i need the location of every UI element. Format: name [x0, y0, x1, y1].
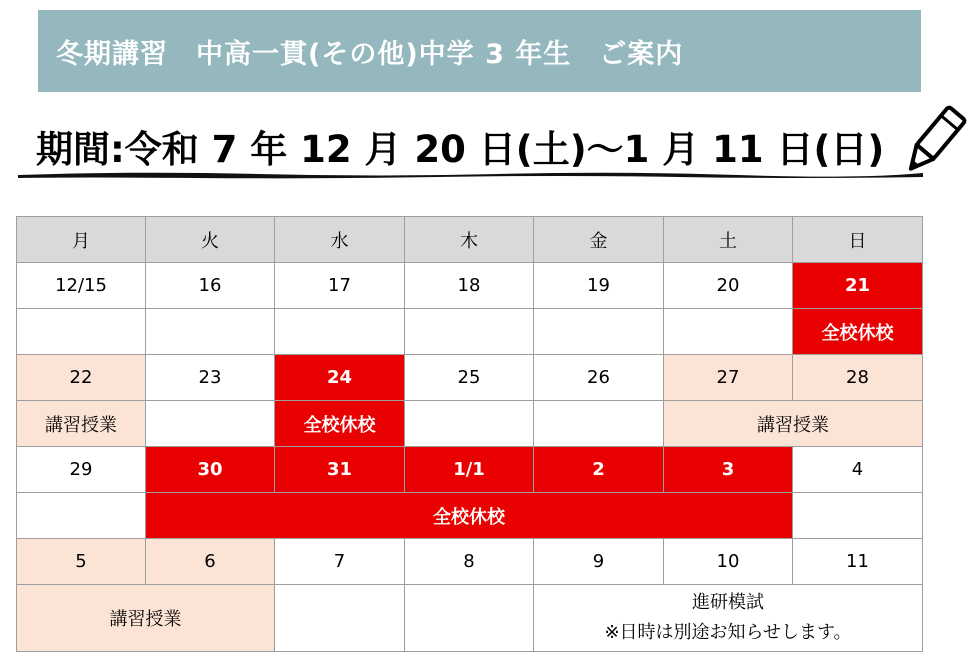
page-title: 冬期講習 中高一貫(その他)中学 3 年生 ご案内: [56, 38, 684, 70]
date-cell: 9: [534, 539, 664, 585]
date-cell: 21: [793, 263, 923, 309]
lesson-event: 講習授業: [664, 401, 923, 447]
weekday-sun: 日: [793, 217, 923, 263]
weekday-sat: 土: [664, 217, 793, 263]
date-cell: 22: [17, 355, 146, 401]
event-cell-empty: [275, 585, 405, 652]
date-row: [17, 447, 923, 493]
lesson-event: 講習授業: [17, 401, 146, 447]
date-cell: 7: [275, 539, 405, 585]
event-row: [17, 309, 923, 355]
weekday-mon: 月: [17, 217, 146, 263]
event-cell-empty: [534, 309, 664, 355]
period-heading: 期間:令和 7 年 12 月 20 日(土)～1 月 11 日(日): [36, 128, 885, 171]
event-cell-empty: [17, 493, 146, 539]
event-cell-empty: [405, 585, 534, 652]
date-cell: 3: [664, 447, 793, 493]
date-row: [17, 263, 923, 309]
event-cell-empty: [17, 309, 146, 355]
date-cell: 8: [405, 539, 534, 585]
title-banner: [38, 10, 921, 92]
closed-event: 全校休校: [275, 401, 405, 447]
date-cell: 5: [17, 539, 146, 585]
weekday-thu: 木: [405, 217, 534, 263]
date-cell: 26: [534, 355, 664, 401]
weekday-tue: 火: [146, 217, 275, 263]
mock-exam-title: 進研模試: [692, 592, 764, 613]
event-cell-empty: [146, 401, 275, 447]
closed-event: 全校休校: [146, 493, 793, 539]
date-cell: 12/15: [17, 263, 146, 309]
brush-underline: [18, 170, 923, 179]
date-cell: 20: [664, 263, 793, 309]
lesson-event: 講習授業: [17, 585, 275, 652]
date-cell: 17: [275, 263, 405, 309]
schedule-calendar: [16, 216, 923, 652]
date-cell: 31: [275, 447, 405, 493]
date-cell: 1/1: [405, 447, 534, 493]
date-cell: 11: [793, 539, 923, 585]
mock-exam-note: ※日時は別途お知らせします。: [604, 622, 852, 643]
date-cell: 18: [405, 263, 534, 309]
event-cell-empty: [146, 309, 275, 355]
date-cell: 4: [793, 447, 923, 493]
date-row: [17, 355, 923, 401]
event-cell-empty: [534, 401, 664, 447]
weekday-fri: 金: [534, 217, 664, 263]
event-cell-empty: [793, 493, 923, 539]
date-row: [17, 539, 923, 585]
date-cell: 19: [534, 263, 664, 309]
event-cell-empty: [405, 309, 534, 355]
weekday-wed: 水: [275, 217, 405, 263]
date-cell: 16: [146, 263, 275, 309]
date-cell: 24: [275, 355, 405, 401]
date-cell: 10: [664, 539, 793, 585]
date-cell: 23: [146, 355, 275, 401]
weekday-header-row: [17, 217, 923, 263]
date-cell: 27: [664, 355, 793, 401]
closed-event: 全校休校: [793, 309, 923, 355]
date-cell: 28: [793, 355, 923, 401]
event-row: [17, 585, 923, 652]
date-cell: 6: [146, 539, 275, 585]
event-cell-empty: [664, 309, 793, 355]
date-cell: 25: [405, 355, 534, 401]
date-cell: 2: [534, 447, 664, 493]
event-cell-empty: [405, 401, 534, 447]
date-cell: 30: [146, 447, 275, 493]
pencil-icon: [895, 102, 969, 182]
event-row: [17, 401, 923, 447]
mock-exam-event: [534, 585, 923, 652]
date-cell: 29: [17, 447, 146, 493]
event-cell-empty: [275, 309, 405, 355]
event-row: [17, 493, 923, 539]
